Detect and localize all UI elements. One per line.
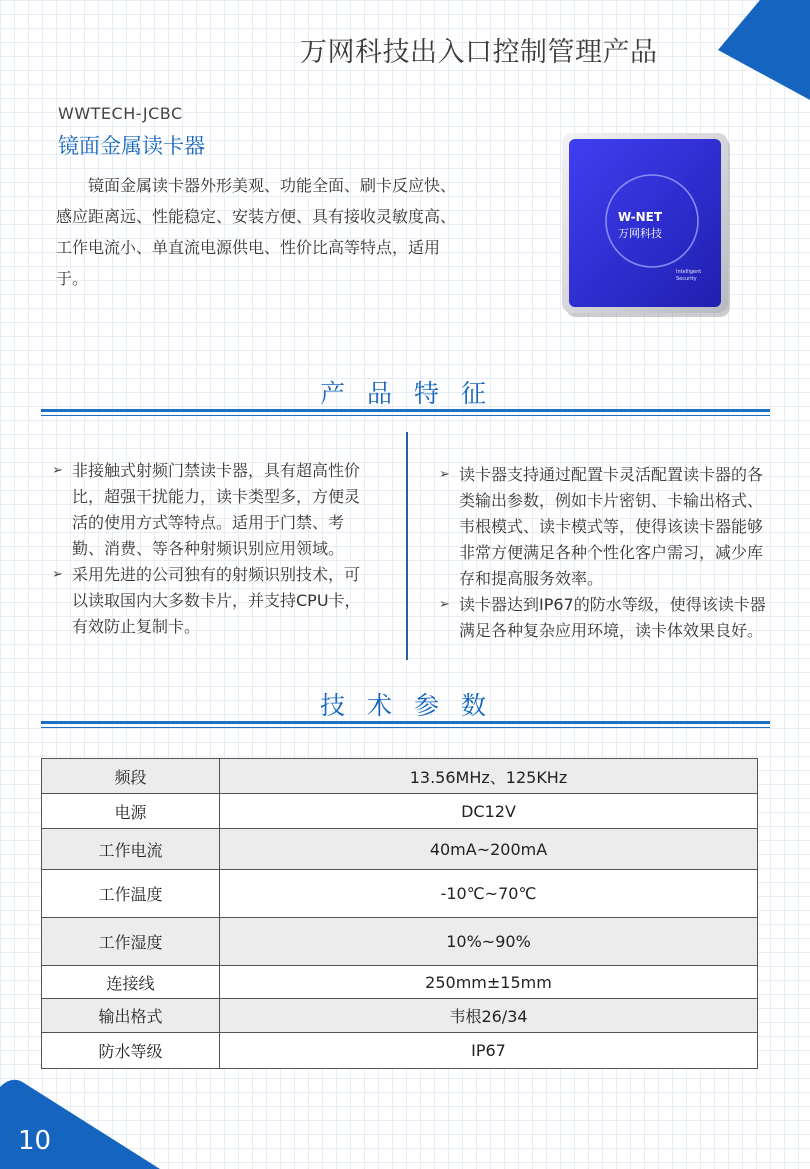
spec-key: 工作温度 [42, 870, 220, 918]
table-row [42, 759, 758, 794]
table-row [42, 1033, 758, 1069]
product-image [562, 133, 732, 318]
spec-key: 工作湿度 [42, 918, 220, 966]
page-number: 10 [18, 1126, 52, 1156]
spec-key: 输出格式 [42, 999, 220, 1033]
features-left-column [52, 458, 368, 640]
spec-table [41, 758, 758, 1069]
arrow-right-icon: ➢ [439, 597, 450, 612]
features-right-column [439, 462, 773, 644]
feature-item [52, 458, 368, 562]
spec-value: 韦根26/34 [220, 999, 758, 1033]
spec-value: 250mm±15mm [220, 966, 758, 999]
product-model-code: WWTECH-JCBC [58, 104, 183, 123]
spec-value: DC12V [220, 794, 758, 829]
spec-value: IP67 [220, 1033, 758, 1069]
feature-item [52, 562, 368, 640]
specs-rule-thick [41, 721, 770, 724]
features-title: 产品特征 [320, 379, 509, 408]
specs-title: 技术参数 [320, 691, 509, 720]
product-name: 镜面金属读卡器 [58, 134, 205, 158]
arrow-right-icon: ➢ [52, 463, 63, 478]
spec-key: 频段 [42, 759, 220, 794]
feature-text: 采用先进的公司独有的射频识别技术，可以读取国内大多数卡片，并支持CPU卡，有效防止复制卡。 [72, 565, 361, 636]
arrow-right-icon: ➢ [52, 567, 63, 582]
product-caption-2: Security [676, 276, 697, 282]
spec-key: 电源 [42, 794, 220, 829]
specs-rule-thin [41, 727, 770, 728]
spec-key: 工作电流 [42, 829, 220, 870]
spec-value: -10℃~70℃ [220, 870, 758, 918]
table-row [42, 966, 758, 999]
arrow-right-icon: ➢ [439, 467, 450, 482]
spec-value: 13.56MHz、125KHz [220, 759, 758, 794]
table-row [42, 870, 758, 918]
product-intro: 镜面金属读卡器外形美观、功能全面、刷卡反应快、感应距离远、性能稳定、安装方便、具有接收灵敏度高、工作电流小、单直流电源供电、性价比高等特点，适用于。 [56, 176, 457, 288]
product-logo-cn: 万网科技 [618, 227, 662, 240]
table-row [42, 794, 758, 829]
feature-text: 读卡器支持通过配置卡灵活配置读卡器的各类输出参数，例如卡片密钥、卡输出格式、韦根模式、读卡模式等，使得该读卡器能够非常方便满足各种个性化客户需习，减少库存和提高服务效率。 [459, 465, 764, 588]
spec-key: 连接线 [42, 966, 220, 999]
table-row [42, 999, 758, 1033]
table-row [42, 829, 758, 870]
table-row [42, 918, 758, 966]
spec-value: 10%~90% [220, 918, 758, 966]
feature-text: 非接触式射频门禁读卡器，具有超高性价比，超强干扰能力，读卡类型多，方便灵活的使用方式等特点。适用于门禁、考勤、消费、等各种射频识别应用领域。 [72, 461, 361, 558]
features-rule-thin [41, 415, 770, 416]
feature-item [439, 462, 773, 592]
product-caption-1: Intelligent [676, 269, 702, 275]
spec-value: 40mA~200mA [220, 829, 758, 870]
product-logo-text: W-NET [617, 210, 663, 224]
spec-key: 防水等级 [42, 1033, 220, 1069]
features-rule-thick [41, 409, 770, 412]
header-title: 万网科技出入口控制管理产品 [300, 37, 658, 68]
features-divider [406, 432, 408, 660]
feature-item [439, 592, 773, 644]
feature-text: 读卡器达到IP67的防水等级，使得该读卡器满足各种复杂应用环境，读卡体效果良好。 [459, 595, 766, 640]
